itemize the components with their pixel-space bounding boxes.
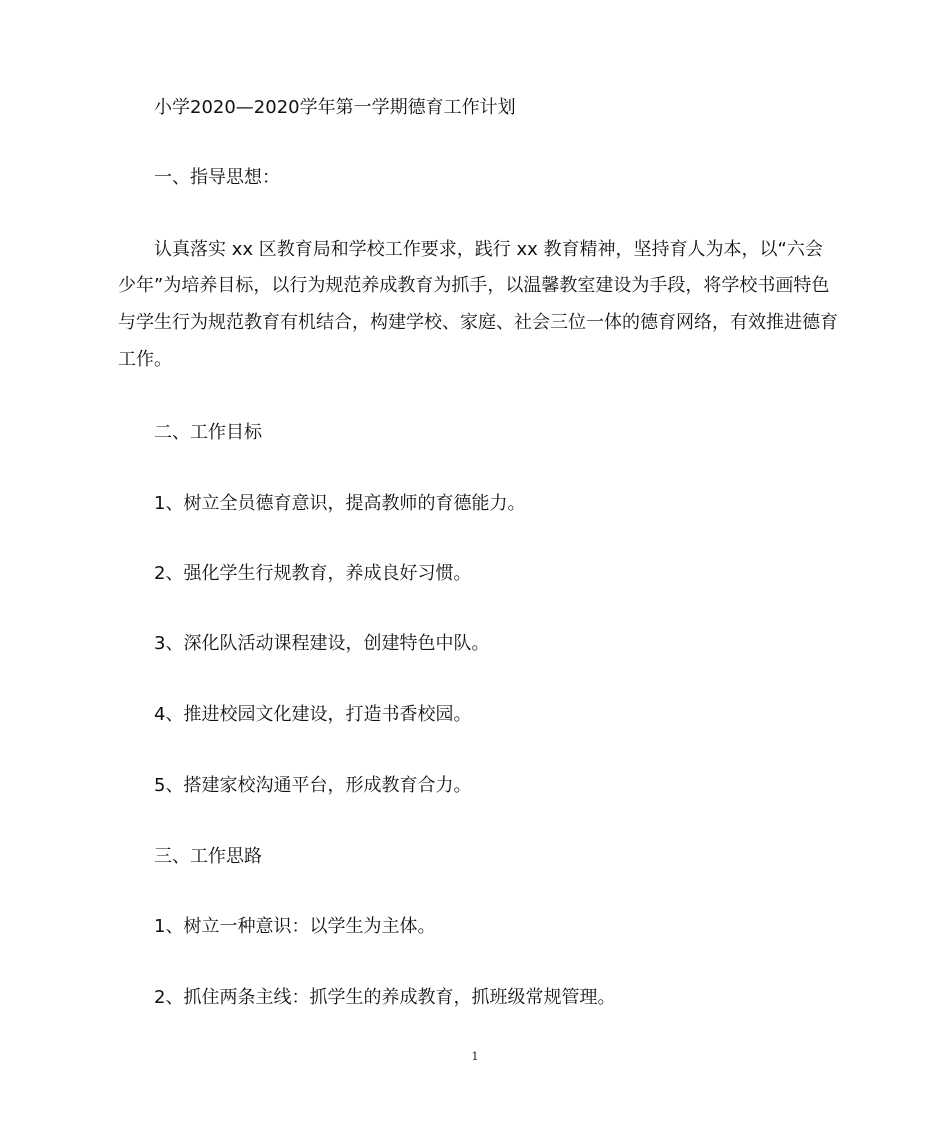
page-number: 1 — [471, 1050, 479, 1063]
section-heading-work-approach: 三、工作思路 — [154, 846, 262, 867]
list-item: 1、树立全员德育意识，提高教师的育德能力。 — [154, 493, 526, 514]
list-item: 1、树立一种意识：以学生为主体。 — [154, 916, 436, 937]
list-item: 2、强化学生行规教育，养成良好习惯。 — [154, 563, 472, 584]
paragraph-line: 少年”为培养目标，以行为规范养成教育为抓手，以温馨教室建设为手段，将学校书画特色 — [118, 275, 830, 296]
list-item: 5、搭建家校沟通平台，形成教育合力。 — [154, 775, 472, 796]
list-item: 4、推进校园文化建设，打造书香校园。 — [154, 704, 472, 725]
paragraph-line: 与学生行为规范教育有机结合，构建学校、家庭、社会三位一体的德育网络，有效推进德育 — [118, 312, 838, 333]
paragraph-line: 工作。 — [118, 349, 172, 370]
list-item: 2、抓住两条主线：抓学生的养成教育，抓班级常规管理。 — [154, 987, 616, 1008]
section-heading-work-goals: 二、工作目标 — [154, 422, 262, 443]
paragraph-line: 认真落实 xx 区教育局和学校工作要求，践行 xx 教育精神，坚持育人为本，以“六会 — [154, 239, 823, 260]
section-heading-guiding-ideology: 一、指导思想： — [154, 167, 280, 188]
list-item: 3、深化队活动课程建设，创建特色中队。 — [154, 633, 490, 654]
document-title: 小学2020—2020学年第一学期德育工作计划 — [154, 97, 516, 118]
